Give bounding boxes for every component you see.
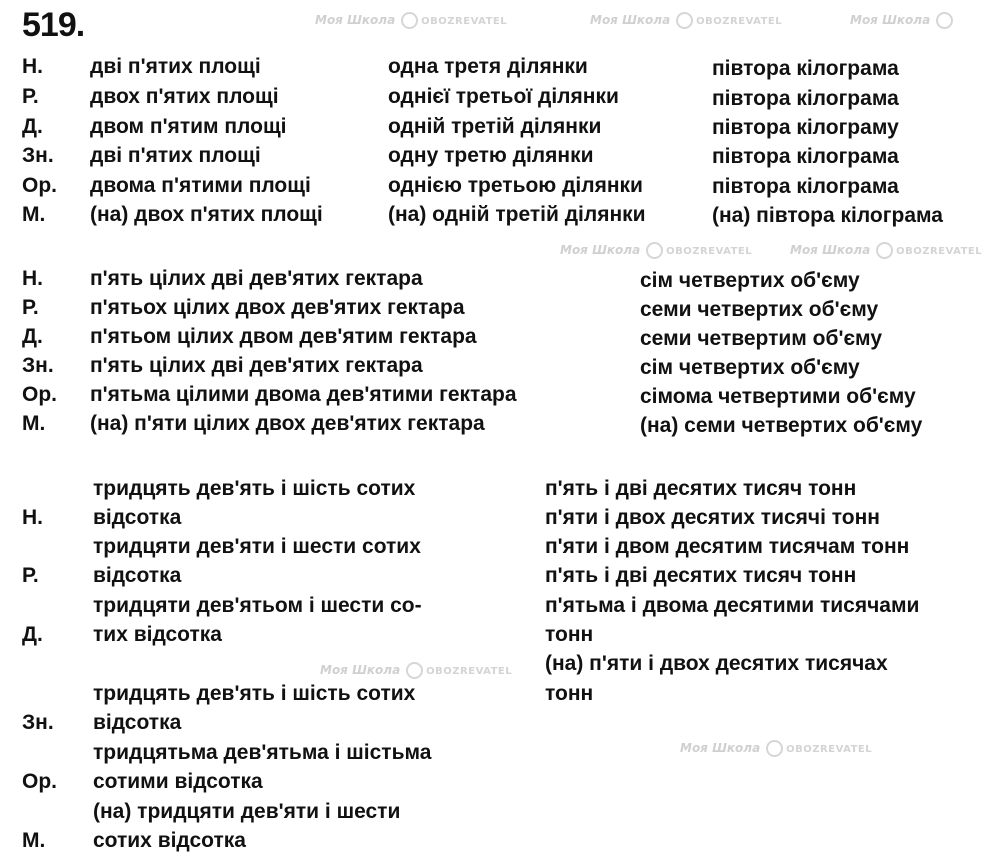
word-form: семи четвертих об'єму: [640, 298, 879, 321]
word-form: тонн: [545, 682, 594, 705]
word-form: п'ять і дві десятих тисяч тонн: [545, 564, 857, 587]
exercise-number: 519.: [22, 6, 85, 44]
watermark: Моя Школа OBOZREVATEL: [590, 13, 783, 27]
word-form: відсотка: [93, 711, 182, 734]
word-form: двома п'ятими площі: [90, 174, 311, 197]
word-form: двох п'ятих площі: [90, 85, 279, 108]
word-form: півтора кілограма: [712, 145, 899, 168]
case-label: Р.: [22, 85, 39, 108]
word-form: тридцять дев'ять і шість сотих: [93, 682, 416, 705]
word-form: відсотка: [93, 564, 182, 587]
watermark-logo-icon: [646, 242, 663, 259]
word-form: п'ять цілих дві дев'ятих гектара: [90, 354, 423, 377]
word-form: п'яти і двох десятих тисячі тонн: [545, 506, 880, 529]
word-form: сім четвертих об'єму: [640, 269, 860, 292]
case-label: Н.: [22, 267, 43, 290]
case-label: М.: [22, 412, 46, 435]
watermark-logo-icon: [936, 12, 953, 29]
case-label: Зн.: [22, 711, 54, 734]
watermark-logo-icon: [406, 662, 423, 679]
case-label: Д.: [22, 325, 43, 348]
word-form: однією третьою ділянки: [388, 174, 643, 197]
case-label: М.: [22, 203, 46, 226]
word-form: (на) п'яти цілих двох дев'ятих гектара: [90, 412, 485, 435]
case-label: Д.: [22, 623, 43, 646]
case-label: Н.: [22, 506, 43, 529]
word-form: дві п'ятих площі: [90, 144, 261, 167]
word-form: одній третій ділянки: [388, 115, 602, 138]
watermark: Моя Школа OBOZREVATEL: [320, 663, 513, 677]
case-label: Д.: [22, 115, 43, 138]
word-form: півтора кілограма: [712, 175, 899, 198]
word-form: тих відсотка: [93, 623, 222, 646]
word-form: тридцятьма дев'ятьма і шістьма: [93, 741, 432, 764]
word-form: (на) п'яти і двох десятих тисячах: [545, 652, 888, 675]
case-label: Зн.: [22, 144, 54, 167]
case-label: Зн.: [22, 354, 54, 377]
word-form: півтора кілограма: [712, 57, 899, 80]
watermark-logo-icon: [766, 740, 783, 757]
word-form: півтора кілограма: [712, 87, 899, 110]
word-form: семи четвертим об'єму: [640, 327, 882, 350]
word-form: тридцяти дев'яти і шести сотих: [93, 535, 421, 558]
word-form: одну третю ділянки: [388, 144, 594, 167]
watermark: Моя Школа OBOZREVATEL: [680, 741, 873, 755]
watermark: Моя Школа: [850, 12, 956, 29]
word-form: тонн: [545, 623, 594, 646]
word-form: одна третя ділянки: [388, 55, 588, 78]
word-form: відсотка: [93, 506, 182, 529]
case-label: Ор.: [22, 383, 57, 406]
watermark-logo-icon: [676, 12, 693, 29]
watermark: Моя Школа OBOZREVATEL: [315, 13, 508, 27]
word-form: тридцяти дев'ятьом і шести со-: [93, 594, 422, 617]
word-form: п'ять цілих дві дев'ятих гектара: [90, 267, 423, 290]
word-form: сімома четвертими об'єму: [640, 385, 916, 408]
word-form: п'ятьма і двома десятими тисячами: [545, 594, 920, 617]
word-form: (на) одній третій ділянки: [388, 203, 646, 226]
word-form: (на) тридцяти дев'яти і шести: [93, 800, 401, 823]
case-label: Ор.: [22, 770, 57, 793]
word-form: п'яти і двом десятим тисячам тонн: [545, 535, 910, 558]
word-form: п'ятьма цілими двома дев'ятими гектара: [90, 383, 517, 406]
case-label: Ор.: [22, 174, 57, 197]
case-label: Р.: [22, 296, 39, 319]
word-form: сім четвертих об'єму: [640, 356, 860, 379]
word-form: (на) півтора кілограма: [712, 204, 943, 227]
word-form: сотих відсотка: [93, 829, 246, 852]
word-form: двом п'ятим площі: [90, 115, 287, 138]
word-form: однієї третьої ділянки: [388, 85, 619, 108]
watermark: Моя Школа OBOZREVATEL: [560, 243, 753, 257]
case-label: М.: [22, 829, 46, 852]
case-label: Р.: [22, 564, 39, 587]
word-form: (на) двох п'ятих площі: [90, 203, 323, 226]
watermark: Моя Школа OBOZREVATEL: [790, 243, 983, 257]
word-form: п'ятьом цілих двом дев'ятим гектара: [90, 325, 477, 348]
word-form: (на) семи четвертих об'єму: [640, 414, 923, 437]
case-label: Н.: [22, 55, 43, 78]
word-form: сотими відсотка: [93, 770, 263, 793]
word-form: п'ятьох цілих двох дев'ятих гектара: [90, 296, 465, 319]
watermark-logo-icon: [401, 12, 418, 29]
word-form: п'ять і дві десятих тисяч тонн: [545, 477, 857, 500]
word-form: дві п'ятих площі: [90, 55, 261, 78]
watermark-logo-icon: [876, 242, 893, 259]
word-form: півтора кілограму: [712, 116, 899, 139]
word-form: тридцять дев'ять і шість сотих: [93, 477, 416, 500]
